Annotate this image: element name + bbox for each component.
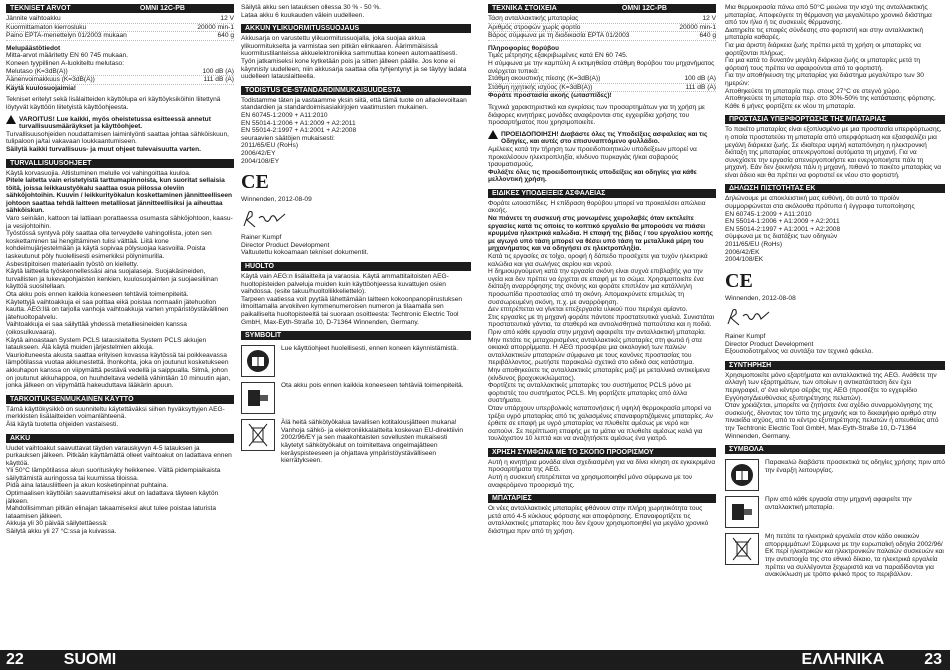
noise-title: Melupäästötiedot [6,44,61,52]
ear-protection-note: Φοράτε προστασία ακοής (ωτασπίδες)! [488,92,612,100]
paragraph: Φοράτε ωτοασπίδες. Η επίδραση θορύβου μπορεί να προκαλέσει απώλεια ακοής. [488,199,706,215]
paragraph: Μια θερμοκρασία πάνω από 50°C μειώνει την ισχύ της ανταλλακτικής μπαταρίας. Αποφεύγετε τη θέρμανση για μεγαλύτερο χρονικό διάστημα από τον ήλιο ή τις συσκευές θέρμανσης. [725,4,932,27]
signature-icon [241,208,301,230]
place-date: Winnenden, 2012-08-08 [725,294,796,302]
greek-column-1 [488,4,716,640]
symbol-text: Πριν από κάθε εργασία στην μηχανή αφαιρείτε την ανταλλακτική μπαταρία. [765,496,912,511]
symbols-header: ΣΥΜΒΟΛΑ [725,445,945,454]
battery-header: ΜΠΑΤΑΡΙΕΣ [488,494,716,503]
language-label: ΕΛΛΗΝΙΚΑ [801,651,885,668]
ce-header: ΔΗΛΩΣΗ ΠΙΣΤΟΤΗΤΑΣ ΕΚ [725,184,945,193]
standard-line: 2011/65/EU (RoHs) [241,142,299,150]
tech-data-header: TEKNISET ARVOT OMNI 12C-PB [6,4,234,13]
service-header: ΣΥΝΤΗΡΗΣΗ [725,361,945,370]
standard-line: EN 60745-1:2009 + A11:2010 [241,111,328,119]
symbol-text: Älä heitä sähkötyökalua tavallisen kotitalousjätteen mukana! Vanhoja sähkö- ja elektroniikkalaitteita koskevan EU-direktiivin 2002/96/EY ja sen maakohtaisten sovellusten mukaisesti käytetyt sähkötyökalut on toimitettava ongelmajätteen keräyspisteeseen ja ohjattava ympäristöystävälliseen kierrätykseen. [281,419,464,465]
paragraph: Όταν υπάρχουν υπερβολικές καταπονήσεις ή υψηλή θερμοκρασία μπορεί να τρέξει υγρό μπαταρίας από τις χαλασμένες επαναφορτιζόμενες μπαταρίες. Αν έρθετε σε επαφή με υγρό μπαταρίας να πλυθείτε αμέσως με νερό και σαπούνι. Σε περίπτωση επαφής με τα μάτια να πλυθείτε αμέσως καλά για τουλάχιστον 10 λεπτά και να αναζητήσετε αμέσως ένα γιατρό. [488,404,713,443]
symbol-row [241,419,471,465]
standard-line: EN 55014-2:1997 + A1:2001 + A2:2008 [241,127,357,135]
ce-mark-icon: CE [241,171,269,194]
signer-name: Rainer Kumpf [241,234,282,242]
paragraph: Κάθε 6 μήνες φορτίζετε εκ νέου τη μπαταρία. [725,102,856,110]
standard-line: 2004/108/EK [725,256,764,264]
paragraph: Δηλώνουμε με αποκλειστική μας ευθύνη, ότι αυτό το προϊόν συμμορφώνεται στα ακόλουθα πρότυπα ή έγγραφα τυποποίησης [725,195,915,211]
paragraph: Tämä käyttökysikkö on suunniteltu käytettäväksi siihen hyväksyttyjen AEG-merkkisten lisälaitteiden voimanlähteenä. [6,405,225,421]
paragraph: Η δημιουργούμενη κατά την εργασία σκόνη είναι συχνά επιβλαβής για την υγεία και δεν πρέπει να έρχεται σε επαφή με το σώμα. Χρησιμοποιείτε ένα διάταξη αναρρόφησης της σκόνης και φοράτε επιπλέον μια κατάλληλη προσωπίδα προστασίας από τη σκόνη. Απομακρύνετε επιμελώς τη συσσωρευμένη σκόνη, π.χ. με αναρρόφηση. [488,268,704,306]
paragraph: Pidä aina latausliitteen ja akun kosketinpinnat puhtaina. [6,482,169,490]
paragraph: Tarpeen vaatiessa voit pyytää lähettämään laitteen kokoonpanopiirustuksen ilmoittamalla arvokilven kymmenumeroisen numeron ja tilaamalla sen paikalliselta huoltopisteeltä tai suoraan osoitteesta: Techtronic Electric Tool GmbH, Max-Eyth-Straße 10, D-71364 Winnenden, Germany. [241,295,463,326]
safety-header: ΕΙΔΙΚΕΣ ΥΠΟΔΕΙΞΕΙΣ ΑΣΦΑΛΕΙΑΣ [488,189,716,198]
warning-triangle-icon [488,130,498,139]
paragraph: Αυτή η συσκευή επιτρέπεται να χρησιμοποιηθεί μόνο σύμφωνα με τον αναφερόμενο προορισμό της. [488,474,693,489]
paragraph: Pitele laitetta vain eristetyistä tarttumapinnoista, kun suoritat sellaisia töitä, joissa leikkaustyökalu saattaa osua piilossa oleviin sähköjohtoihin. Kuuvin / leikkurityökalun koskettaminen jännitteelliseen johtoon saattaa tehdä laitteen metalliosat jännitteellisiksi ja aiheuttaa sähköiskun. [6,177,233,215]
signature-icon [725,306,785,328]
battery-header: AKKU [6,434,234,443]
paragraph: Uudet vaihtoakut saavuttavat täyden varauskyvyn 4-5 latauksen ja purkauksen jälkeen. Pitkään käyttämättä olleet vaihtoakut on ladattava ennen käyttöä. [6,444,232,467]
finnish-column-1 [6,4,234,640]
symbols-header: SYMBOLIT [241,331,471,340]
standard-line: 2004/108/EY [241,157,280,165]
paragraph: Για μια άριστη διάρκεια ζωής πρέπει μετά τη χρήση οι μπαταρίες να φορτίζονται πλήρως. [725,41,921,57]
standard-line: σύμφωνα με τις διατάξεις των οδηγιών [725,233,838,241]
spec-row: Τάση ανταλλακτικής μπαταρίας 12 V [488,15,716,22]
symbol-row [241,345,471,377]
service-header: HUOLTO [241,262,471,271]
paragraph: Το πακέτο μπαταρίας είναι εξοπλισμένο με μια προστασία υπερφόρτωσης, η οποία προστατεύει τη μπαταρία από υπερφόρτωση και εξασφαλίζει μια μεγάλη διάρκεια ζωής. Σε ιδιαίτερα υψηλή καταπόνηση η ηλεκτρονική διάταξη της μπαταρίας απενεργοποιεί αυτόματα τη μηχανή. Για να συνεχίσετε την εργασία απενεργοποιήστε και ενεργοποιήστε πάλι τη μηχανή. Εάν δεν ξεκινήσει πάλι η μηχανή, πιθανό το πακέτο μπαταρίας να είναι άδειο και θα πρέπει να φορτιστεί εκ νέου στο φορτιστή. [725,126,942,179]
battery-remove-icon [725,496,759,528]
finnish-column-2 [241,4,471,640]
read-manual-icon [241,345,275,377]
standard-line: seuraavien säätöjen mukaisesti: [241,134,335,142]
weee-bin-icon [241,419,275,451]
standard-line: 2006/42/EY [241,149,276,157]
symbol-row [725,496,945,528]
standard-line: EN 55014-1:2006 + A1:2009 + A2:2011 [725,218,840,226]
overload-header: AKKUN YLIKUORMITUSSUOJAUS [241,24,471,33]
paragraph: Όταν χρειάζεται, μπορείτε να ζητήσετε ένα σχέδιο συναρμολόγησης της συσκευής, δίνοντας τον τύπο της μηχανής και το δεκαψήφιο αριθμό στην πινακίδα ισχύος, από το κέντρο εξυπηρέτησης πελατών ή απευθείας από την Techtronic Electric Tool GmbH, Max-Eyth-Straße 10, D-71364 Winnenden, Germany. [725,402,939,440]
paragraph: Käytä vain AEG:n lisälaitteita ja varaosia. Käytä ammattitaitoisten AEG-huoltopisteiden palveluja muiden kuin käyttöohjeessa kuvattujen osien vaihdossa. (esite takuu/huoltoliikkeliettelo). [241,273,449,296]
paragraph: Varo seinään, kattoon tai lattiaan porattaessa osumasta sähköjohtoon, kaasu- ja vesijohtoihin. [6,215,233,230]
paragraph: Yli 50°C lämpötilassa akun suorituskyky heikkenee. Vältä pidempiaikaista säilyttämistä auringossa tai kuumissa tiloissa. [6,467,221,482]
paragraph: Φυλάξτε όλες τις προειδοποιητικές υποδείξεις και οδηγίες για κάθε μελλοντική χρήση. [488,168,697,184]
ear-protection-note: Käytä kuulosuojaimia! [6,84,76,92]
symbol-text: Παρακαλώ διαβάστε προσεκτικά τις οδηγίες χρήσης πριν από την έναρξη λειτουργίας. [765,459,945,474]
paragraph: Για μια κατά το δυνατόν μεγάλη διάρκεια ζωής οι μπαταρίες μετά τη φόρτισή τους πρέπει να αφαιρούνται από το φορτιστή. [725,57,921,72]
page-number: 23 [924,651,942,668]
paragraph: Käytä laitteella työskennellessäsi aina suojalaseja. Suojakäsineiden, turvallisten ja lukevapohjaisten kenkien, kuulosuojainten ja suojaesiliinan käyttöä suositellaan. [6,268,218,291]
footer-left [0,650,475,670]
paragraph: Todistamme täten ja vastaamme yksin siitä, että tämä tuote on allaolevoiltaan standardien ja standardoimisasiakirjojen vaatimusten mukainen. [241,96,467,112]
authorization: Εξουσιοδοτημένος να συντάξει τον τεχνικό φάκελο. [725,348,874,356]
paragraph: Säilytä akku sen latauksen ollessa 30 % - 50 %. [241,4,382,11]
paragraph: Αποθηκεύετε τη μπαταρία περ. στο 30%-50% της κατάστασης φόρτισης. [725,95,936,103]
paragraph: Optimaalisen käyttöiän saavuttamiseksi akut on ladattava täyteen käytön jälkeen. [6,490,219,505]
paragraph: Käytä ainoastaan System PCLS latauslaitetta System PCLS akkujen lataukseen. Älä käytä muiden järjestelmien akkuja. [6,336,207,352]
noise-row: Äänenvoimakkuus (K=3dB(A)) 111 dB (A) [6,76,234,84]
paragraph: Οι νέες ανταλλακτικές μπαταρίες φθάνουν στην πλήρη χωρητικότητα τους μετά από 4-5 κύκλους φόρτισης και αποφόρτισης. Επαναφορτίζετε τις ανταλλακτικές μπαταρίες που δεν έχουν χρησιμοποιηθεί για μεγάλο χρονικό διάστημα πριν από τη χρήση. [488,505,709,536]
standard-line: 2011/65/EU (RoHs) [725,241,783,249]
paragraph: Käytä korvasuojia. Altistuminen melulle voi vahingoittaa kuuloa. [6,169,191,177]
paragraph: Tekniset eritelyt sekä lisälaitteiden käyttölupa eri käyttöyksiköihin liitettynä löytyvät käyttöön liitetyistä käyttöohjeesta. [6,96,221,111]
language-label: SUOMI [63,651,117,668]
read-manual-icon [725,459,759,491]
spec-row: Kuormittamaton kierrosluku 20000 min-1 [6,23,234,31]
paragraph: Φορτίζετε τις ανταλλακτικές μπαταρίες του συστήματος PCLS μόνο με φορτιστές του συστήματος PCLS. Μη φορτίζετε μπαταρίες από άλλα συστήματα. [488,382,692,405]
noise-line: Η σύμφωνα με την καμπύλη Α εκτιμηθείσα στάθμη θορύβου του μηχανήματος ανέρχεται τυπικά: [488,59,715,75]
paragraph: Δεν επιτρέπεται να γίνεται επεξεργασία υλικού που περιέχει αμίαντο. [488,306,688,314]
standard-line: EN 55014-1:2006 + A1:2009 + A2:2011 [241,119,356,127]
ce-header: TODISTUS CE-STANDARDINMUKAISUUDESTA [241,86,471,95]
paragraph: Lataa akku 6 kuukauden välein uudelleen. [241,11,365,19]
spec-row: Paino EPTA-menettelyn 01/2003 mukaan 640 g [6,32,234,40]
use-header: TARKOITUKSENMUKAINEN KÄYTTÖ [6,395,234,404]
noise-line: Mitta-arvot määritetty EN 60 745 mukaan. [6,52,129,60]
noise-row: Melutaso (K=3dB(A)) 100 dB (A) [6,67,234,75]
paragraph: Στις εργασίες με τη μηχανή φοράτε πάντοτε προστατευτικά γυαλιά. Συνιστάται προστατευτικά γάντια, τα σταθερά και αντιολισθητικά παπούτσια και η ποδιά. [488,313,715,329]
paragraph: Αμέλειες κατά την τήρηση των προειδοποιητικών υποδείξεων μπορεί να προκαλέσουν ηλεκτροπληξία, κίνδυνο πυρκαγιάς ή/και σοβαρούς τραυματισμούς. [488,145,697,169]
paragraph: Säilytä akku yli 27 °C:ssa ja kuivassa. [6,528,117,536]
paragraph: Akkusarja on varustettu ylikuormitussuojalla, joka suojaa akkua ylikuormitukselta ja varmistaa sen pitkän elinkaaren. Äärimmäisissä kuormitustilanteissa akkuelektroniikka sammuttaa koneen automaattisesti. Työn jatkamiseksi kone kytketään pois ja sitten jälleen päälle. Jos kone ei käynnisty uudelleen, niin akkusarja saattaa olla tyhjentynyt ja se täytyy ladata uudelleen latauslaitteella. [241,35,467,81]
spec-row: Jännite vaihtoakku 12 V [6,15,234,22]
symbol-row [725,533,945,579]
paragraph: Χρησιμοποιείτε μόνο εξαρτήματα και ανταλλακτικά της AEG. Ανάθετε την αλλαγή των εξαρτημάτων, των οποίων η αντικατάσταση δεν έχει περιγραφεί, σ' ένα κέντρο σέρβις της AEG (προσέξτε το εγχειρίδιο Εγγύηση/Διευθύνσεις εξυπηρέτησης πελατών). [725,371,937,402]
ce-mark-icon: CE [725,269,753,292]
use-header: ΧΡΗΣΗ ΣΥΜΦΩΝΑ ΜΕ ΤΟ ΣΚΟΠΟ ΠΡΟΟΡΙΣΜΟΥ [488,448,716,457]
paragraph: Μην αποθηκεύετε τις ανταλλακτικές μπαταρίες μαζί με μεταλλικά αντικείμενα (κίνδυνος βραχυκυκλώματος). [488,366,710,382]
noise-line: Τιμές μέτρησης εξακριβωμένες κατά EN 60 745. [488,52,628,60]
paragraph: Vaihtoakkuja ei saa säilyttää yhdessä metalliesineiden kanssa (oikosulkuvaara). [6,321,187,336]
noise-row: Στάθμη ηχητικής ισχύος (K=3dB(A)) 111 dB (A) [488,83,716,91]
paragraph: Akkuja yli 30 päivää säilytettäessä: [6,520,108,528]
spec-row: Βάρος σύμφωνα με τη διαδικασία EPTA 01/2003 640 g [488,32,716,40]
paragraph: Työstössä syntyvä pöly saattaa olla terveydelle vahingollista, joten sen koskettaminen tai hengittäminen tulisi välttää. Liitä kone kohdeimujärjestelmään ja käytä sopivaa pölysuojaa kasvoilla. Poista laskeutunut pöly huolellisesti esimerkiksi pölynimurilla. [6,230,212,261]
paragraph: Säilytä kaikki turvallisuus- ja muut ohjeet tulevaisuutta varten. [6,145,201,153]
paragraph: Mahdollisimman pitkän elinajan takaamiseksi akut tulee poistaa laturista lataamisen jälkeen. [6,505,217,520]
symbol-text: Ota akku pois ennen kaikkia koneeseen tehtäviä toimenpiteitä. [281,382,464,390]
paragraph: Να πιάνετε τη συσκευή στις μονωμένες χειρολαβές όταν εκτελείτε εργασίες κατά τις οποίες το κοπτικό εργαλείο θα μπορούσε να πιάσει κρυμμένα ηλεκτρικά καλώδια. Η επαφή της βίδας / του εργαλείου κοπής με αγωγό υπό τάση μπορεί να θέσει υπό τάση τα μεταλλικά μέρη του μηχανήματος και να οδηγήσει σε ηλεκτροπληξία. [488,215,713,253]
safety-header: TURVALLISUUSOHJEET [6,159,234,168]
paragraph: Ota akku pois ennen kaikkia koneeseen tehtäviä toimenpiteitä. [6,291,189,298]
authorization: Valtuutettu kokoamaan tekniset dokumentit. [241,249,369,257]
overload-header: ΠΡΟΣΤΑΣΙΑ ΥΠΕΡΦΟΡΤΩΣΗΣ ΤΗΣ ΜΠΑΤΑΡΙΑΣ [725,115,945,124]
paragraph: Turvallisuusohjeiden noudattamisen laiminlyönti saattaa johtaa sähköiskuun, tulipaloon ja/tai vakavaan loukkaantumiseen. [6,130,229,146]
warning-block: VAROITUS! Lue kaikki, myös oheistetussa esitteessä annetut turvallisuusmääräykset ja käyttöohjeet. [6,116,234,131]
paragraph: Älä käytä tuotetta ohjeiden vastaisesti. [6,420,119,428]
paragraph: Κατά τις εργασίες σε τοίχο, οροφή ή δάπεδο προσέχετε για τυχόν ηλεκτρικά καλώδια και για σωλήνες αερίου και νερού. [488,253,708,268]
place-date: Winnenden, 2012-08-09 [241,196,312,204]
symbol-row [241,382,471,414]
paragraph: Vaurioituneesta akusta saattaa erityisen kovassa käytössä tai poikkeavassa lämpötilassa vuotaa akkunestettä. Ihonkohta, joka on joutunut kosketukseen akkuhapon kanssa on viipymättä pestävä vedellä ja saippualla. Silmä, johon on joutunut akkuhappoa, on huuhdeltava vedellä vähintään 10 minuutin ajan, jonka jälkeen on viipymättä hakeuduttava lääkärin apuun. [6,351,231,390]
paragraph: Διατηρείτε τις επαφές σύνδεσης στο φορτιστή και στην ανταλλακτική μπαταρία καθαρές. [725,26,924,42]
paragraph: Asbestipitoisen materiaalin työstö on kielletty. [6,260,139,268]
paragraph: Πριν από κάθε εργασία στην μηχανή αφαιρείτε την ανταλλακτική μπαταρία. [488,328,706,336]
paragraph: Αποθηκεύετε τη μπαταρία περ. στους 27°C σε στεγνό χώρο. [725,87,901,95]
warning-block: ΠΡΟΕΙΔΟΠΟΙΗΣΗ! Διαβάστε όλες τις Υποδείξεις ασφαλείας και τις Οδηγίες, και αυτές στο επισυναπτόμενο φυλλάδιο. [488,131,716,146]
tech-data-header: ΤΕΧΝΙΚΑ ΣΤΟΙΧΕΙΑ OMNI 12C-PB [488,4,716,13]
paragraph: Käytettyjä vaihtoakkuja ei saa polttaa eikä poistaa normaalin jätehuollon kautta. AEG:llä on tarjolla vanhoja vaihtoakkuja varten ympäristöystävällinen jätehuoltopalvelu. [6,298,229,321]
standard-line: 2006/42/EK [725,248,760,256]
greek-column-2 [725,4,945,640]
noise-row: Στάθμη ακουστικής πίεσης (K=3dB(A)) 100 dB (A) [488,75,716,83]
footer-right [475,650,950,670]
paragraph: Τεχνικά χαρακτηριστικά και εγκρίσεις των προσαρτημάτων για τη χρήση με διάφορες κινητήριες μονάδες αναφέρονται στις εγχειρίδια χρήσης του προσαρτήματος που χρησιμοποιείτε. [488,103,705,127]
signer-title: Director Product Development [241,241,330,249]
battery-remove-icon [241,382,275,414]
noise-title: Πληροφορίες θορύβου [488,44,560,52]
symbol-text: Lue käyttöohjeet huolellisesti, ennen koneen käynnistämistä. [281,345,459,353]
paragraph: Αυτή η κινητήρια μονάδα είναι σχεδιασμένη για να δίνει κίνηση σε εγκεκριμένα προσαρτήματα της AEG. [488,458,716,474]
signer-name: Rainer Kumpf [725,333,766,340]
noise-line: Koneen tyypillinen A-luokiteltu melutaso: [6,59,125,67]
page-number: 22 [6,651,24,668]
standard-line: EN 55014-2:1997 + A1:2001 + A2:2008 [725,225,841,233]
warning-triangle-icon [6,115,16,124]
signer-title: Director Product Development [725,340,814,348]
symbol-row [725,459,945,491]
paragraph: Μην πετάτε τις μεταχειρισμένες ανταλλακτικές μπαταρίες στη φωτιά ή στα οικιακά απορρίμματα. Η AEG προσφέρει μια οικολογική των παλιών ανταλλακτικών μπαταριών σύμφωνα με τους κανόνες προστασίας του περιβάλλοντος, ρωτήστε παρακαλώ σχετικά στο ειδικό σας κατάστημα. [488,336,702,367]
weee-bin-icon [725,533,759,565]
symbol-text: Μη πετάτε τα ηλεκτρικά εργαλεία στον κάδο οικιακών απορριμμάτων! Σύμφωνα με την ευρωπαϊκή οδηγία 2002/96/ΕΚ περί ηλεκτρικών και ηλεκτρονικών παλαιών συσκευών και την αντιστοιχία της στο εθνικό δίκαιο, τα ηλεκτρικά εργαλεία πρέπει να συλλέγονται ξεχωριστά και να παραδίδονται για ανακύκλωση με τρόπο φιλικό προς το περιβάλλον. [765,533,944,579]
standard-line: EN 60745-1:2009 + A11:2010 [725,210,812,218]
spec-row: Αριθμός στροφών χωρίς φορτίο 20000 min-1 [488,23,716,31]
paragraph: Για την αποθήκευση της μπαταρίας για διάστημα μεγαλύτερο των 30 ημερών: [725,72,924,87]
